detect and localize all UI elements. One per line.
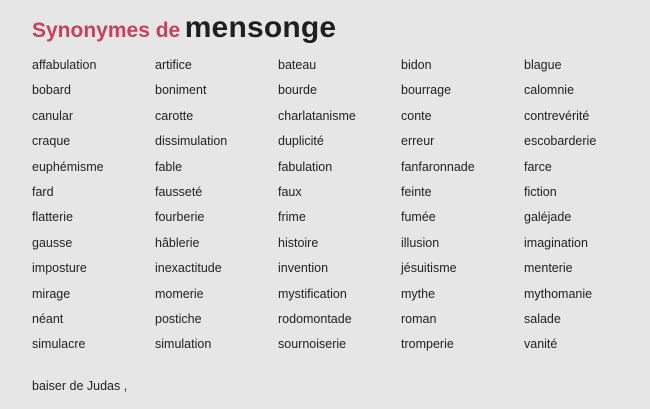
synonym-link[interactable]: illusion — [401, 235, 440, 250]
synonym-link[interactable]: farce — [524, 159, 552, 174]
synonym-link[interactable]: calomnie — [524, 83, 575, 98]
synonym-link[interactable]: carotte — [155, 108, 194, 123]
synonym-link[interactable]: hâblerie — [155, 235, 200, 250]
synonym-link[interactable]: galéjade — [524, 210, 572, 225]
synonym-link[interactable]: fourberie — [155, 210, 205, 225]
synonym-link[interactable]: feinte — [401, 184, 432, 199]
synonym-link[interactable]: conte — [401, 108, 432, 123]
synonym-link[interactable]: sournoiserie — [278, 337, 347, 352]
synonym-link[interactable]: histoire — [278, 235, 319, 250]
synonym-link[interactable]: affabulation — [32, 58, 97, 72]
synonym-link[interactable]: flatterie — [32, 210, 73, 225]
synonym-link[interactable]: duplicité — [278, 134, 324, 149]
synonym-link[interactable]: craque — [32, 134, 71, 149]
synonym-link[interactable]: fausseté — [155, 184, 203, 199]
synonym-link[interactable]: contrevérité — [524, 108, 590, 123]
synonym-link[interactable]: erreur — [401, 134, 435, 149]
synonym-link[interactable]: bourde — [278, 83, 317, 98]
synonym-link[interactable]: fumée — [401, 210, 436, 225]
synonym-link[interactable]: boniment — [155, 83, 207, 98]
synonym-link[interactable]: roman — [401, 311, 437, 326]
synonym-link[interactable]: dissimulation — [155, 134, 228, 149]
synonym-link[interactable]: simulacre — [32, 337, 86, 352]
synonym-link[interactable]: bateau — [278, 58, 317, 72]
synonym-link[interactable]: escobarderie — [524, 134, 597, 149]
synonym-link[interactable]: fanfaronnade — [401, 159, 475, 174]
synonym-link[interactable]: momerie — [155, 286, 204, 301]
footer-expression[interactable]: baiser de Judas , — [32, 379, 128, 393]
synonym-link[interactable]: fard — [32, 184, 54, 199]
synonym-link[interactable]: jésuitisme — [401, 261, 457, 276]
synonym-link[interactable]: simulation — [155, 337, 212, 352]
synonym-link[interactable]: bidon — [401, 58, 432, 72]
synonym-link[interactable]: charlatanisme — [278, 108, 356, 123]
synonym-link[interactable]: tromperie — [401, 337, 454, 352]
synonym-link[interactable]: fabulation — [278, 159, 333, 174]
synonym-link[interactable]: vanité — [524, 337, 558, 352]
title-word: mensonge — [184, 11, 337, 44]
page-title — [32, 6, 336, 55]
synonym-grid — [32, 53, 642, 358]
synonym-link[interactable]: imagination — [524, 235, 588, 250]
synonym-link[interactable]: postiche — [155, 311, 202, 326]
synonym-link[interactable]: imposture — [32, 261, 87, 276]
synonym-link[interactable]: blague — [524, 58, 562, 72]
synonym-link[interactable]: mythomanie — [524, 286, 593, 301]
synonym-link[interactable]: artifice — [155, 58, 192, 72]
synonym-link[interactable]: frime — [278, 210, 306, 225]
synonym-link[interactable]: bobard — [32, 83, 71, 98]
synonym-link[interactable]: invention — [278, 261, 329, 276]
synonym-link[interactable]: néant — [32, 311, 64, 326]
synonym-link[interactable]: bourrage — [401, 83, 452, 98]
synonym-link[interactable]: canular — [32, 108, 73, 123]
synonym-link[interactable]: mirage — [32, 286, 71, 301]
synonym-link[interactable]: gausse — [32, 235, 73, 250]
synonym-link[interactable]: mythe — [401, 286, 436, 301]
title-prefix: Synonymes de — [32, 19, 181, 42]
synonym-link[interactable]: inexactitude — [155, 261, 222, 276]
synonym-link[interactable]: menterie — [524, 261, 573, 276]
synonym-link[interactable]: mystification — [278, 286, 347, 301]
synonym-link[interactable]: rodomontade — [278, 311, 352, 326]
synonym-link[interactable]: salade — [524, 311, 561, 326]
synonym-link[interactable]: faux — [278, 184, 302, 199]
synonym-link[interactable]: euphémisme — [32, 159, 104, 174]
synonym-link[interactable]: fable — [155, 159, 183, 174]
synonym-link[interactable]: fiction — [524, 184, 557, 199]
